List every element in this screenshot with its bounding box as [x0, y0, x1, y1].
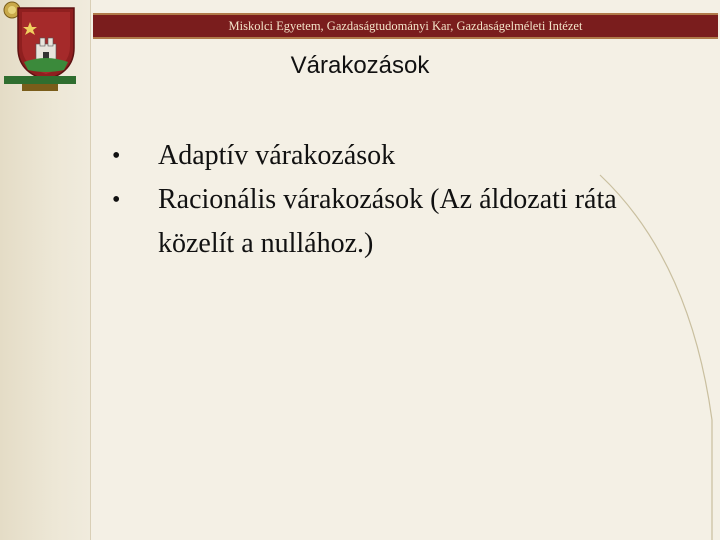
bullet-dot-icon: •	[112, 187, 121, 213]
bullet-item	[108, 178, 668, 266]
bullet-text: Racionális várakozások (Az áldozati ráta közelít a nullához.)	[158, 184, 617, 259]
bullet-list	[108, 134, 668, 266]
bullet-item	[108, 134, 668, 178]
bullet-dot-icon: •	[112, 143, 121, 169]
institution-name: Miskolci Egyetem, Gazdaságtudományi Kar, Gazdaságelméleti Intézet	[228, 18, 583, 33]
university-coat-of-arms-icon	[2, 0, 78, 92]
slide-title: Várakozások	[290, 52, 430, 79]
bullet-text: Adaptív várakozások	[158, 140, 396, 171]
slide-background	[91, 0, 720, 540]
header-banner	[93, 13, 718, 39]
